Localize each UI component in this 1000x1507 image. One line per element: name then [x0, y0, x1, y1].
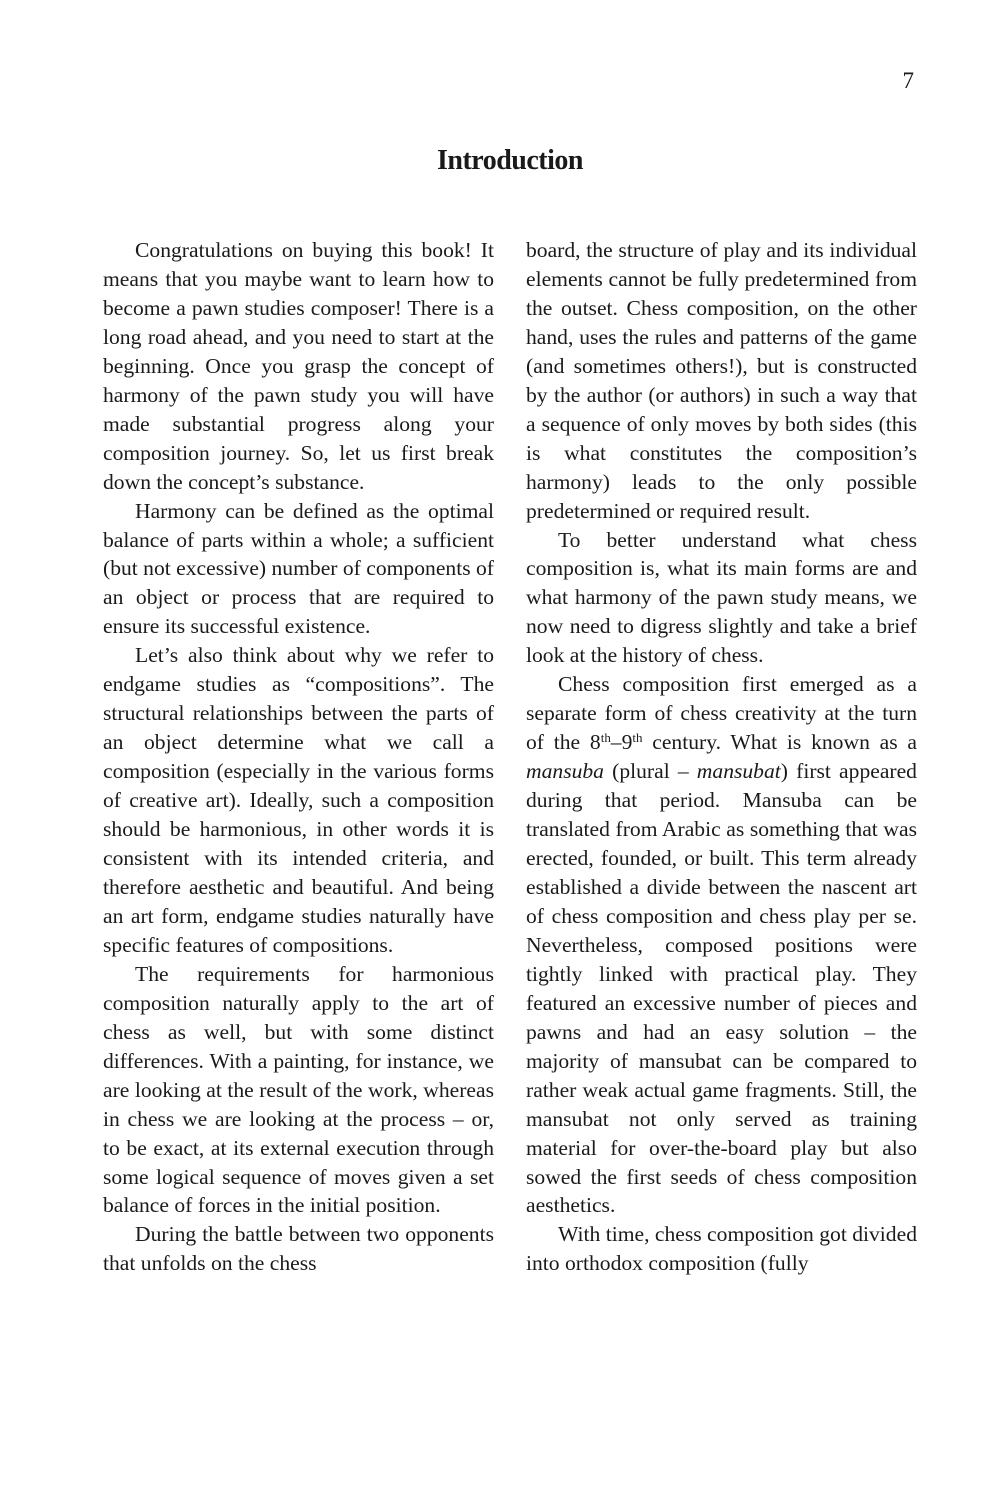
text-run: century. What is known as a — [642, 730, 917, 755]
text-run: ) first appeared during that period. Mansuba can be translated from Arabic as something that was erected, founded, or built. This term already established a divide between the nascent art of chess composition and chess play per se. Nevertheless, composed positions were tightly linked with practical play. They featured an excessive number of pieces and pawns and had an easy solution – the majority of mansubat can be compared to rather weak actual game fragments. Still, the mansubat not only served as training material for over-the-board play but also sowed the first seeds of chess composition aesthetics. — [526, 759, 917, 1218]
page-number: 7 — [902, 68, 914, 93]
italic-term: mansuba — [526, 759, 604, 784]
chapter-title: Introduction — [437, 145, 583, 176]
right-text-column — [526, 236, 917, 1278]
paragraph: With time, chess composition got divided into orthodox composition (fully — [526, 1222, 917, 1276]
ordinal-suffix: th — [632, 730, 643, 746]
paragraph: To better understand what chess composition is, what its main forms are and what harmony of the pawn study means, we now need to digress slightly and take a brief look at the history of chess. — [526, 527, 917, 668]
paragraph: Let’s also think about why we refer to endgame studies as “compositions”. The structural relationships between the parts of an object determine what we call a composition (especially in the various forms of creative art). Ideally, such a composition should be harmonious, in other words it is consistent with its intended criteria, and therefore aesthetic and beautiful. And being an art form, endgame studies naturally have specific features of compositions. — [103, 643, 494, 957]
text-run: Chess composition first emerged as a separate form of chess creativity at the turn of the 8 — [526, 672, 917, 755]
paragraph: Congratulations on buying this book! It means that you maybe want to learn how to become a pawn studies composer! There is a long road ahead, and you need to start at the beginning. Once you grasp the concept of harmony of the pawn study you will have made substantial progress along your composition journey. So, let us first break down the concept’s substance. — [103, 238, 494, 494]
paragraph-continued: board, the structure of play and its individual elements cannot be fully predetermined from the outset. Chess composition, on the other hand, uses the rules and patterns of the game (and sometimes others!), but is constructed by the author (or authors) in such a way that a sequence of only moves by both sides (this is what constitutes the composition’s harmony) leads to the only possible predetermined or required result. — [526, 238, 917, 523]
left-text-column — [103, 236, 494, 1278]
ordinal-suffix: th — [600, 730, 611, 746]
paragraph: The requirements for harmonious composition naturally apply to the art of chess as well, but with some distinct differences. With a painting, for instance, we are looking at the result of the work, whereas in chess we are looking at the process – or, to be exact, at its external execution through some logical sequence of moves given a set balance of forces in the initial position. — [103, 961, 494, 1218]
paragraph-history — [526, 670, 917, 1220]
text-run: –9 — [610, 730, 633, 755]
paragraph: During the battle between two opponents that unfolds on the chess — [103, 1222, 494, 1276]
italic-term: mansubat — [696, 759, 781, 784]
text-run: (plural – — [603, 759, 697, 784]
paragraph: Harmony can be defined as the optimal balance of parts within a whole; a sufficient (but not excessive) number of components of an object or process that are required to ensure its successful existence. — [103, 498, 494, 639]
